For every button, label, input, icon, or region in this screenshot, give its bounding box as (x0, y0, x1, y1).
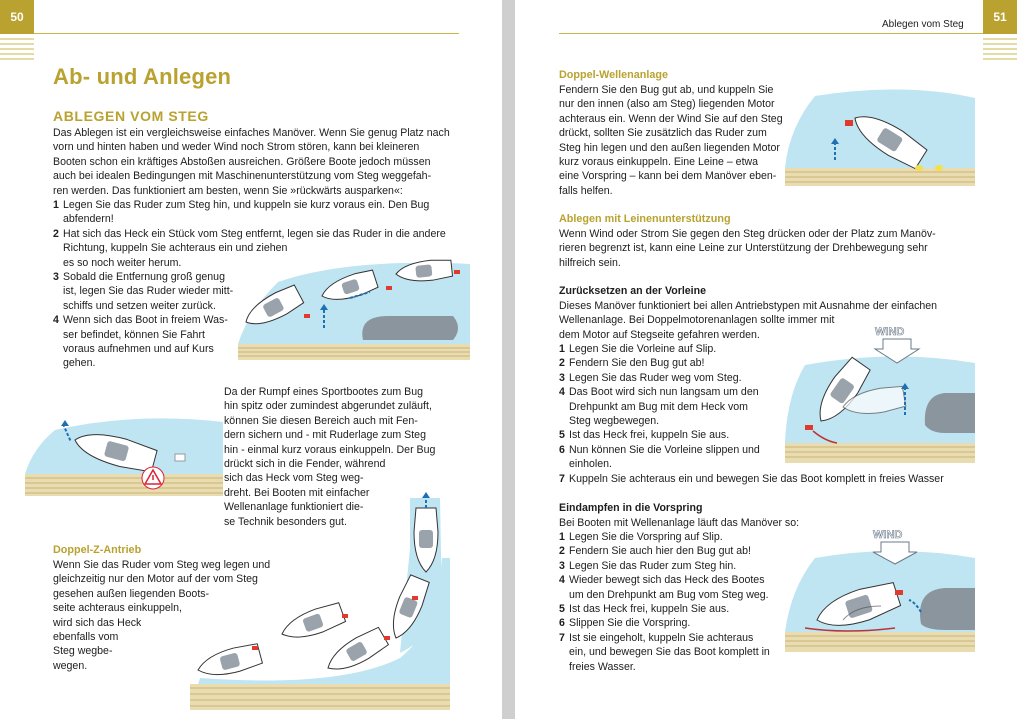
step-number: 6 (559, 617, 565, 630)
step-text: Legen Sie das Ruder zum Steg hin, und kuppeln sie kurz voraus ein. Den Bug (63, 199, 430, 211)
step-line: ist, legen Sie das Ruder wieder mitt- (63, 285, 234, 298)
step-line: um den Drehpunkt am Bug vom Steg weg. (569, 588, 769, 601)
step-number: 3 (53, 271, 59, 283)
step-text: Das Boot wird sich nun langsam um den (569, 386, 759, 399)
doppel-welle-heading: Doppel-Wellenanlage (559, 69, 668, 81)
fender-illustration (25, 412, 223, 500)
warning-icon (142, 467, 164, 489)
leine-heading: Ablegen mit Leinenunterstützung (559, 213, 731, 225)
text-line: dern sichern und - mit Ruderlage zum Steg (224, 429, 426, 442)
vorleine-heading: Zurücksetzen an der Vorleine (559, 285, 706, 297)
step-number: 2 (559, 357, 565, 370)
text-line: seite achteraus einkuppeln, (53, 602, 182, 615)
step-line (559, 371, 742, 386)
text-line: auch bei idealen Bedingungen mit Maschinenunterstützung vom Steg weggefah- (53, 170, 432, 183)
text-line: gleichzeitig nur den Motor auf der vom Steg (53, 573, 258, 586)
running-head: Ablegen vom Steg (882, 19, 964, 30)
step-text: Legen Sie die Vorspring auf Slip. (569, 531, 723, 543)
step-line: Drehpunkt am Bug mit dem Heck vom (569, 400, 748, 413)
step-line: abfendern! (63, 213, 114, 226)
step-number: 1 (559, 343, 565, 355)
text-line: nur den innen (also am Steg) liegenden Motor (559, 98, 775, 111)
step-line: es so noch weiter herum. (63, 256, 182, 269)
step-text: Wieder bewegt sich das Heck des Bootes (569, 574, 765, 587)
text-line: eine Vorspring – kann bei dem Manöver eben- (559, 170, 777, 183)
step-number: 4 (559, 574, 565, 587)
step-number: 1 (559, 531, 565, 543)
text-line: rieren begrenzt ist, kann eine Leine zur Unterstützung der Drehbewegung sehr (559, 242, 928, 255)
vorspring-illustration (785, 528, 975, 668)
wind-label: WIND (873, 529, 903, 541)
text-line: können Sie diesen Bereich auch mit Fen- (224, 414, 418, 427)
step-number: 7 (559, 631, 565, 644)
step-number: 2 (559, 545, 565, 558)
step-line (559, 602, 729, 617)
text-line: Da der Rumpf eines Sportbootes zum Bug (224, 386, 424, 398)
step-text: Wenn sich das Boot in freiem Was- (63, 314, 228, 327)
step-line: voraus aufnehmen und auf Kurs (63, 343, 214, 355)
step-line: freies Wasser. (569, 660, 636, 673)
text-line: se Technik besonders gut. (224, 515, 347, 528)
text-line: vorn und hinten haben und weder Wind noch Strom stören, kann bei kleineren (53, 141, 420, 154)
doppel-welle-illustration (785, 88, 975, 188)
text-line: wird sich das Heck (53, 616, 142, 629)
text-line: Steg hin legen und den außen liegenden Motor (559, 141, 780, 154)
margin-stripes (983, 36, 1017, 62)
text-line: gesehen außen liegenden Boots- (53, 587, 210, 600)
doppel-z-heading: Doppel-Z-Antrieb (53, 544, 142, 556)
text-line: Steg wegbe- (53, 645, 113, 658)
step-number: 4 (53, 314, 59, 327)
step-line (559, 544, 751, 559)
step-number: 1 (53, 199, 59, 211)
step-line (53, 198, 429, 213)
boat-illustration (195, 508, 438, 682)
text-line: dreht. Bei Booten mit einfacher (224, 486, 370, 499)
text-line: drückt sich in die Fender, während (224, 458, 386, 470)
vorspring-heading: Eindampfen in die Vorspring (559, 502, 703, 514)
step-text: Slippen Sie die Vorspring. (569, 617, 691, 630)
page-number: 51 (983, 0, 1017, 34)
step-text: Legen Sie das Ruder weg vom Steg. (569, 371, 742, 384)
text-line: kurz voraus einkuppeln. Eine Leine – etwa (559, 156, 759, 168)
text-line: hin - einmal kurz voraus einkuppeln. Der Bug (224, 443, 436, 456)
step-number: 5 (559, 429, 565, 442)
vorspring-intro: Bei Booten mit Wellenanlage läuft das Manöver so: (559, 517, 800, 529)
step-text: Hat sich das Heck ein Stück vom Steg entfernt, legen sie das Ruder in die andere (63, 227, 446, 240)
doppel-z-illustration (190, 488, 450, 710)
step-line: ser befindet, können Sie Fahrt (63, 328, 205, 341)
step-line (53, 270, 225, 285)
text-line: Wenn Sie das Ruder vom Steg weg legen und (53, 559, 271, 571)
header-rule (34, 33, 459, 34)
ablegen-illustration (238, 252, 470, 360)
text-line: Booten schon ein kräftiges Abstoßen ausreichen. Größere Boote jedoch müssen (53, 155, 431, 168)
text-line: Dieses Manöver funktioniert bei allen Antriebstypen mit Ausnahme der einfachen (559, 300, 938, 312)
step-line (559, 385, 759, 400)
page-number: 50 (0, 0, 34, 34)
text-line: wegen. (53, 659, 88, 672)
vorleine-illustration (785, 325, 975, 465)
text-line: Wellenanlage. Bei Doppelmotorenanlagen sollte immer mit (559, 314, 835, 327)
step-text: Kuppeln Sie achteraus ein und bewegen Sie das Boot komplett in freies Wasser (569, 472, 944, 485)
step-text: Legen Sie die Vorleine auf Slip. (569, 343, 717, 355)
step-line (559, 530, 723, 545)
step-number: 2 (53, 227, 59, 240)
step-line (559, 443, 760, 458)
step-line (53, 227, 446, 242)
step-line: Steg wegbewegen. (569, 415, 660, 427)
text-line: sich das Heck vom Steg weg- (224, 472, 364, 485)
step-text: Fendern Sie den Bug gut ab! (569, 357, 705, 370)
left-page (0, 0, 502, 719)
header-rule (559, 33, 983, 34)
step-number: 3 (559, 371, 565, 384)
step-text: Ist das Heck frei, kuppeln Sie aus. (569, 429, 730, 442)
step-line (559, 631, 753, 646)
step-text: Fendern Sie auch hier den Bug gut ab! (569, 545, 751, 558)
step-text: Ist das Heck frei, kuppeln Sie aus. (569, 603, 730, 615)
step-line (559, 573, 765, 588)
step-text: Nun können Sie die Vorleine slippen und (569, 443, 760, 456)
step-line (559, 428, 729, 443)
text-line: Fendern Sie den Bug gut ab, und kuppeln Sie (559, 84, 774, 96)
text-line: Wellenanlage funktioniert die- (224, 501, 364, 514)
step-line (559, 472, 944, 487)
step-number: 5 (559, 603, 565, 615)
step-line (559, 616, 690, 631)
step-line: ein, und bewegen Sie das Boot komplett in (569, 646, 770, 659)
text-line: Das Ablegen ist ein vergleichsweise einfaches Manöver. Wenn Sie genug Platz nach (53, 127, 450, 139)
section-title: ABLEGEN VOM STEG (53, 108, 209, 124)
text-line: ebenfalls vom (53, 631, 119, 643)
text-line: ren werden. Das funktioniert am besten, wenn Sie »rückwärts ausparken«: (53, 184, 403, 197)
text-line: hilfreich sein. (559, 256, 621, 269)
text-line: Wenn Wind oder Strom Sie gegen den Steg drücken oder der Platz zum Manöv- (559, 228, 936, 240)
text-line: hin spitz oder zumindest abgerundet zuläuft, (224, 400, 432, 413)
text-line: falls helfen. (559, 184, 613, 197)
right-page (515, 0, 1017, 719)
step-line: einholen. (569, 458, 613, 471)
step-text: Ist sie eingeholt, kuppeln Sie achteraus (569, 631, 754, 644)
step-number: 6 (559, 443, 565, 456)
step-number: 7 (559, 472, 565, 485)
step-text: Sobald die Entfernung groß genug (63, 271, 225, 283)
step-line (559, 559, 736, 574)
step-line: schiffs und setzen weiter zurück. (63, 299, 216, 312)
text-line: achteraus ein. Wenn der Wind Sie auf den Steg (559, 112, 783, 125)
wind-label: WIND (875, 326, 905, 338)
step-line (53, 313, 228, 328)
step-line: Richtung, kuppeln Sie achteraus ein und ziehen (63, 242, 288, 255)
margin-stripes (0, 36, 34, 62)
text-line: drückt, sollten Sie zusätzlich das Ruder zum (559, 127, 767, 140)
page-title: Ab- und Anlegen (53, 64, 232, 89)
step-line (559, 342, 716, 357)
step-number: 4 (559, 386, 565, 399)
step-line: gehen. (63, 357, 96, 370)
text-line: dem Motor auf Stegseite gefahren werden. (559, 328, 760, 341)
step-line (559, 356, 704, 371)
step-number: 3 (559, 559, 565, 572)
step-text: Legen Sie das Ruder zum Steg hin. (569, 559, 737, 572)
